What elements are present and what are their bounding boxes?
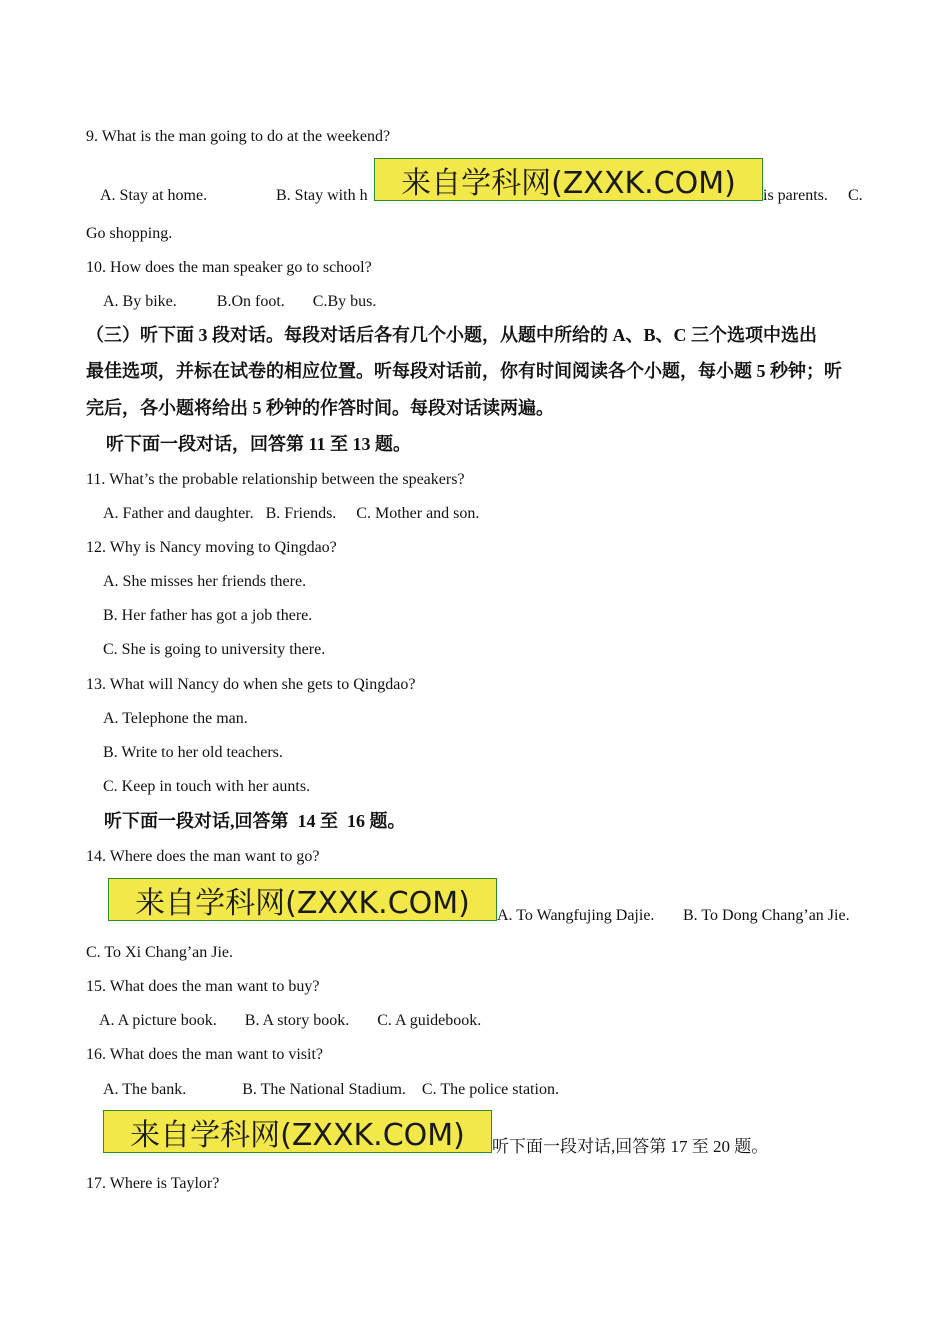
question-9: 9. What is the man going to do at the weekend? bbox=[86, 128, 391, 145]
option-14c: C. To Xi Chang’an Jie. bbox=[86, 944, 234, 961]
option-13b: B. Write to her old teachers. bbox=[103, 744, 283, 761]
option-9c-text: Go shopping. bbox=[86, 225, 173, 242]
question-17: 17. Where is Taylor? bbox=[86, 1175, 220, 1192]
option-9b-start: B. Stay with h bbox=[276, 187, 368, 204]
option-9a: A. Stay at home. bbox=[100, 187, 208, 204]
section3-instruction-line3: 完后，各小题将给出 5 秒钟的作答时间。每段对话读两遍。 bbox=[86, 398, 554, 418]
option-14b: B. To Dong Chang’an Jie. bbox=[683, 907, 850, 924]
question-15: 15. What does the man want to buy? bbox=[86, 978, 320, 995]
options-16: A. The bank. B. The National Stadium. C. The police station. bbox=[103, 1081, 559, 1098]
option-9b-end: is parents. bbox=[763, 187, 828, 204]
question-12: 12. Why is Nancy moving to Qingdao? bbox=[86, 539, 337, 556]
question-13: 13. What will Nancy do when she gets to Qingdao? bbox=[86, 676, 416, 693]
watermark-banner: 来自学科网(ZXXK.COM) bbox=[374, 158, 763, 201]
watermark-banner: 来自学科网(ZXXK.COM) bbox=[108, 878, 497, 921]
option-12b: B. Her father has got a job there. bbox=[103, 607, 313, 624]
option-12a: A. She misses her friends there. bbox=[103, 573, 307, 590]
dialogue-heading-11-13: 听下面一段对话，回答第 11 至 13 题。 bbox=[106, 434, 412, 454]
option-12c: C. She is going to university there. bbox=[103, 641, 326, 658]
dialogue-heading-14-16: 听下面一段对话,回答第 14 至 16 题。 bbox=[104, 811, 406, 831]
option-9c-label: C. bbox=[848, 187, 863, 204]
options-11: A. Father and daughter. B. Friends. C. Mother and son. bbox=[103, 505, 480, 522]
question-16: 16. What does the man want to visit? bbox=[86, 1046, 323, 1063]
option-14a: A. To Wangfujing Dajie. bbox=[497, 907, 655, 924]
dialogue-heading-17-20: 听下面一段对话,回答第 17 至 20 题。 bbox=[492, 1137, 769, 1156]
option-13c: C. Keep in touch with her aunts. bbox=[103, 778, 311, 795]
watermark-banner: 来自学科网(ZXXK.COM) bbox=[103, 1110, 492, 1153]
question-11: 11. What’s the probable relationship between the speakers? bbox=[86, 471, 465, 488]
section3-instruction-line1: （三）听下面 3 段对话。每段对话后各有几个小题，从题中所给的 A、B、C 三个选项中选出 bbox=[86, 325, 817, 345]
question-14: 14. Where does the man want to go? bbox=[86, 848, 320, 865]
options-10: A. By bike. B.On foot. C.By bus. bbox=[103, 293, 377, 310]
options-15: A. A picture book. B. A story book. C. A guidebook. bbox=[99, 1012, 482, 1029]
section3-instruction-line2: 最佳选项，并标在试卷的相应位置。听每段对话前，你有时间阅读各个小题，每小题 5 秒钟；听 bbox=[86, 361, 842, 381]
question-10: 10. How does the man speaker go to school? bbox=[86, 259, 372, 276]
option-13a: A. Telephone the man. bbox=[103, 710, 248, 727]
